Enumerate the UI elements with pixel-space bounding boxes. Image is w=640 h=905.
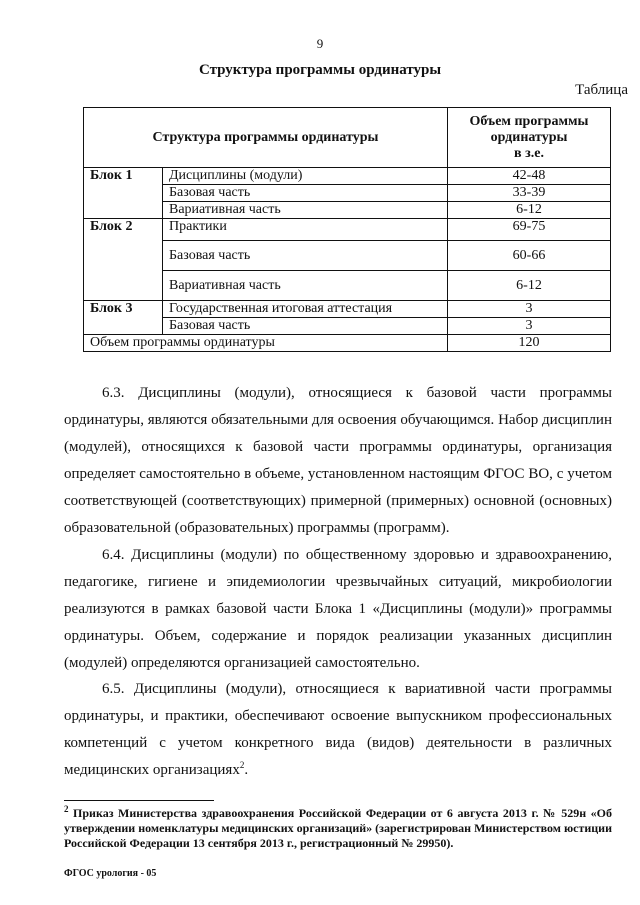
header-structure: Структура программы ординатуры [84,108,448,168]
page-title: Структура программы ординатуры [198,62,442,78]
total-label: Объем программы ординатуры [84,335,448,352]
paragraph-6-5: 6.5. Дисциплины (модули), относящиеся к вариативной части программы ординатуры, и практики, обеспечивают освоение выпускником профессиональных компетенций с учетом конкретного вида (видов) деятельности в различных медицинских организациях$^2$. [64,681,612,778]
row-item: Вариативная часть [163,271,448,301]
row-item: Вариативная часть [163,202,448,219]
row-item: Дисциплины (модули) [163,168,448,185]
row-value: 6-12 [448,202,611,219]
paragraph-6-5-text: 6.5. Дисциплины (модули), относящиеся к вариативной части программы ординатуры, и практики, обеспечивают освоение выпускником профессиональных компетенций с учетом конкретного вида (видов) деятельности в различных медицинских организациях [64,681,612,778]
total-value: 120 [448,335,611,352]
paragraph-6-4: 6.4. Дисциплины (модули) по общественному здоровью и здравоохранению, педагогике, гигиене и эпидемиологии чрезвычайных ситуаций, микробиологии реализуются в рамках базовой части Блока 1 «Дисциплины (модули)» программы ординатуры. Объем, содержание и порядок реализации указанных дисциплин (модулей) определяются организацией самостоятельно. [64,547,612,671]
row-item: Базовая часть [163,241,448,271]
table-row [84,219,611,241]
footnote-mark: 2 [64,804,69,814]
program-structure-table [83,107,611,352]
page-number: 9 [316,36,324,51]
row-value: 3 [448,318,611,335]
paragraph-6-3: 6.3. Дисциплины (модули), относящиеся к базовой части программы ординатуры, являются обязательными для освоения обучающимся. Набор дисциплин (модулей), относящихся к базовой части программы ординатуры, организация определяет самостоятельно в объеме, установленном настоящим ФГОС ВО, с учетом соответствующей (соответствующих) примерной (примерных) основной (основных) образовательной (образовательных) программы (программ). [64,385,612,536]
table-row [84,185,611,202]
row-item: Практики [163,219,448,241]
footnote-text: Приказ Министерства здравоохранения Российской Федерации от 6 августа 2013 г. № 529н «Об утверждении номенклатуры медицинских организаций» (зарегистрирован Министерством юстиции Российской Федерации 13 сентября 2013 г., регистрационный № 29950). [64,806,613,850]
table-row [84,301,611,318]
row-item: Государственная итоговая аттестация [163,301,448,318]
table-header-row [84,108,611,168]
row-item: Базовая часть [163,185,448,202]
row-item: Базовая часть [163,318,448,335]
row-value: 42-48 [448,168,611,185]
row-value: 3 [448,301,611,318]
table-row [84,202,611,219]
table-total-row [84,335,611,352]
table-row [84,241,611,271]
table-row [84,168,611,185]
table-row [84,271,611,301]
row-value: 6-12 [448,271,611,301]
header-volume-line-3: в з.е. [514,145,544,161]
block-2-cell: Блок 2 [84,219,163,301]
footnote-divider [64,800,214,801]
header-volume-line-1: Объем программы [469,113,589,129]
page-footer: ФГОС урология - 05 [64,868,157,879]
table-label: Таблица [575,82,628,98]
row-value: 33-39 [448,185,611,202]
block-1-cell: Блок 1 [84,168,163,219]
footnote [64,806,612,851]
row-value: 69-75 [448,219,611,241]
header-volume-line-2: ординатуры [490,129,568,145]
header-volume [448,108,611,168]
table-row [84,318,611,335]
block-3-cell: Блок 3 [84,301,163,335]
row-value: 60-66 [448,241,611,271]
footnote-ref[interactable]: 2 [239,760,245,770]
